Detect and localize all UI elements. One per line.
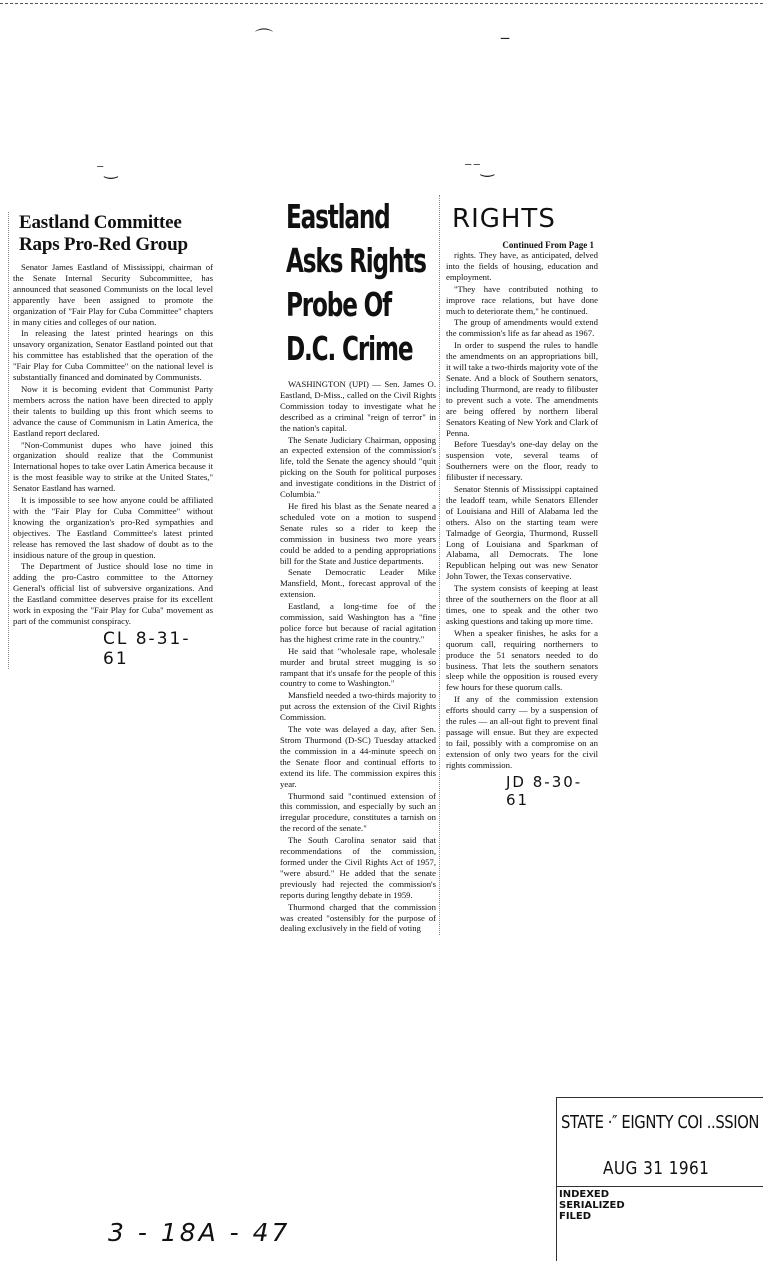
paragraph: Now it is becoming evident that Communist Party members across the nation have been directed to apply their talents to building up this front which seems to advance the cause of Communism in Latin America, the Eastland report declared. xyxy=(13,383,213,438)
paragraph: Senator James Eastland of Mississippi, chairman of the Senate Internal Security Subcommittee, has announced that seasoned Communists on the local level apparently have been assigned to promote the organization of "Fair Play for Cuba Committee" chapters in many cities and colleges of our nation. xyxy=(13,262,213,327)
paragraph: "They have contributed nothing to improve race relations, but have done much to deteriorate them," he continued. xyxy=(446,283,598,316)
scan-mark: ⁻⁻‿ xyxy=(464,158,494,177)
scan-mark: ⁻‿ xyxy=(96,160,118,179)
headline: Eastland Committee Raps Pro-Red Group xyxy=(19,212,188,255)
handwritten-annotation: JD 8-30-61 xyxy=(506,772,583,809)
continued-line: Continued From Page 1 xyxy=(502,240,594,250)
commission-stamp xyxy=(556,1097,763,1261)
paragraph: The Department of Justice should lose no time in adding the pro-Castro committee to the Attorney General's official list of subversive organizations. And the Eastland committee deserves praise for its excellent work in exposing the "Fair Play for Cuba" movement as part of the communist conspiracy. xyxy=(13,561,213,626)
clipping-eastland-committee xyxy=(8,212,213,669)
paragraph: The South Carolina senator said that recommendations of the commission, formed under the Civil Rights Act of 1957, "were absurd." He added that the senate previously had rejected the commission's reports during lengthy debate in 1959. xyxy=(280,835,436,900)
paragraph: If any of the commission extension efforts should carry — by a suspension of the rules — an all-out fight to prevent final passage will ensue. But they are expected to fail, possibly with a compromise on an extension of only two years for the civil rights commission. xyxy=(446,694,598,770)
stamp-date: AUG 31 1961 xyxy=(603,1158,710,1179)
headline: RIGHTS xyxy=(452,204,556,234)
paragraph: Thurmond charged that the commission was created "ostensibly for the purpose of dealing exclusively in the field of voting xyxy=(280,901,436,934)
indexed-label: INDEXED xyxy=(559,1189,610,1200)
paragraph: He said that "wholesale rape, wholesale murder and brutal street mugging is so rampant that it's unsafe for the people of this country to come to Washington." xyxy=(280,645,436,689)
handwritten-annotation: CL 8-31-61 xyxy=(103,628,191,669)
paragraph: "Non-Communist dupes who have joined this organization should realize that the Communist International hopes to take over Latin America because it is the most feasible way to strike at the United States," Senator Eastland has warned. xyxy=(13,439,213,494)
paragraph: Eastland, a long-time foe of the commission, said Washington has a "fine police force but because of racial agitation has the highest crime rate in the country." xyxy=(280,601,436,644)
paragraph: Senate Democratic Leader Mike Mansfield, Mont., forecast approval of the extension. xyxy=(280,567,436,600)
clipping-rights-continued xyxy=(446,204,598,809)
paragraph: He fired his blast as the Senate neared a scheduled vote on a motion to suspend Senate rules so a rider to keep the commission in business two more years could be added to a pending appropriations bill for the State and Justice departments. xyxy=(280,500,436,566)
file-number: 3 - 18A - 47 xyxy=(108,1218,291,1247)
paragraph: WASHINGTON (UPI) — Sen. James O. Eastland, D-Miss., called on the Civil Rights Commission today to investigate what he described as a criminal "reign of terror" in the nation's capital. xyxy=(280,379,436,433)
paragraph: Mansfield needed a two-thirds majority to put across the extension of the Civil Rights Commission. xyxy=(280,690,436,723)
stamp-status-box xyxy=(557,1186,763,1262)
filed-label: FILED xyxy=(559,1211,592,1222)
paragraph: Thurmond said "continued extension of this commission, and especially by such an irregular procedure, constitutes a tarnish on the record of the senate." xyxy=(280,790,436,834)
paragraph: When a speaker finishes, he asks for a quorum call, requiring northerners to produce the 51 senators needed to do business. That lets the southern senators sleep while the opposition is roused every few hours for these quorum calls. xyxy=(446,627,598,693)
scan-mark: ⌒ xyxy=(255,28,273,49)
top-dashed-rule xyxy=(0,3,763,4)
stamp-title: STATE ·″ EIGNTY COI ..SSION xyxy=(561,1112,760,1133)
serialized-label: SERIALIZED xyxy=(559,1200,625,1211)
headline: Eastland Asks Rights Probe Of D.C. Crime xyxy=(286,197,426,368)
paragraph: rights. They have, as anticipated, delved into the fields of housing, education and employment. xyxy=(446,250,598,282)
paragraph: Senator Stennis of Mississippi captained the leadoff team, while Senators Ellender of Louisiana and Hill of Alabama led the others. Also on the starting team were Talmadge of Georgia, Thurmond, Russell Long of Louisiana and Sparkman of Alabama, all Democrats. The lone Republican helping out was new Senator John Tower, the Texas conservative. xyxy=(446,484,598,582)
paragraph: It is impossible to see how anyone could be affiliated with the "Fair Play for Cuba Committee" without knowing the organization's pro-Red sympathies and objectives. The Eastland Committee's latest printed release has removed the last shadow of doubt as to the insidious nature of the group in question. xyxy=(13,495,213,560)
paragraph: In order to suspend the rules to handle the amendments on an appropriations bill, it will take a two-thirds majority vote of the Senate. And a block of Southern senators, including Thurmond, are ready to filibuster to prevent such a vote. The amendments are being offered by northern liberal Senators Keating of New York and Clark of Penna. xyxy=(446,340,599,438)
paragraph: Before Tuesday's one-day delay on the suspension vote, several teams of Southerners were on the floor, ready to filibuster if necessary. xyxy=(446,439,598,483)
paragraph: In releasing the latest printed hearings on this unsavory organization, Senator Eastland pointed out that his committee has established that the operation of the "Fair Play for Cuba Committee" on the national level is substantially financed and dominated by Communists. xyxy=(13,328,213,383)
paragraph: The group of amendments would extend the commission's life as far ahead as 1967. xyxy=(446,317,598,339)
paragraph: The system consists of keeping at least three of the southerners on the floor at all times, one to speak and the other two asking questions and taking up more time. xyxy=(446,583,598,626)
paragraph: The vote was delayed a day, after Sen. Strom Thurmond (D-SC) Tuesday attacked the commission in a 44-minute speech on the Senate floor and continual efforts to extend its life. The commission expires this year. xyxy=(280,724,436,789)
paragraph: The Senate Judiciary Chairman, opposing an expected extension of the commission's life, told the Senate the agency should "quit picking on the South for political purposes and investigate conditions in the District of Columbia." xyxy=(280,434,436,500)
scan-mark: ‒ xyxy=(500,28,511,47)
clipping-eastland-asks xyxy=(280,195,440,935)
